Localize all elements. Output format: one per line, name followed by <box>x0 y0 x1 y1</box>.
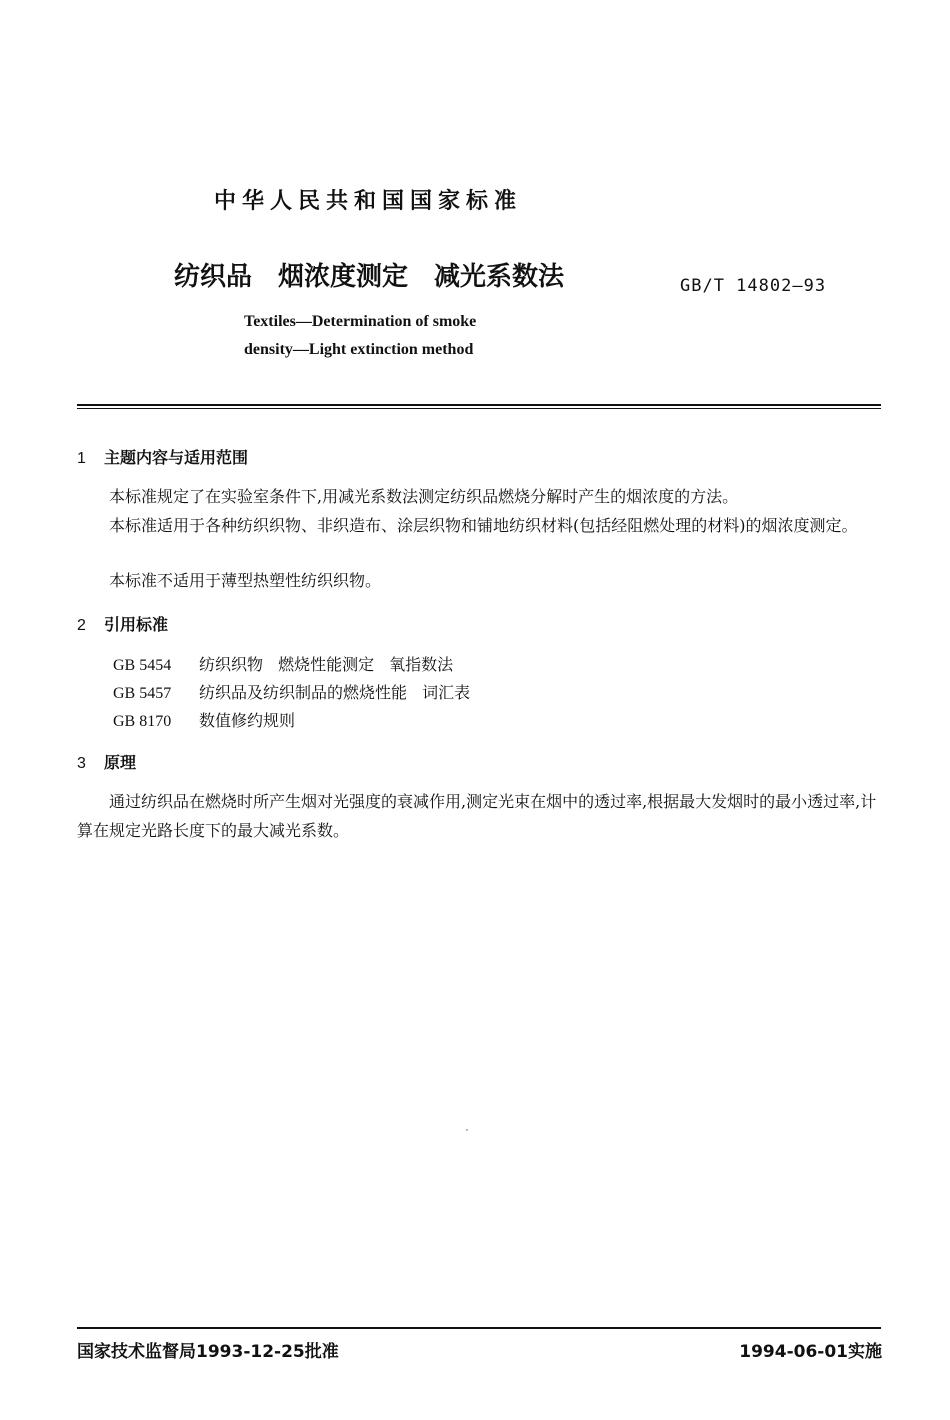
section-title: 原理 <box>104 753 137 772</box>
document-title <box>174 256 590 293</box>
reference-title: 数值修约规则 <box>199 711 296 730</box>
title-part-smoke-density: 烟浓度测定 <box>278 262 409 292</box>
header-divider-thick <box>77 404 881 406</box>
reference-row <box>113 680 470 703</box>
english-title-line-2: density—Light extinction method <box>244 341 474 358</box>
scan-speck <box>466 1129 468 1131</box>
section-title: 引用标准 <box>104 615 169 634</box>
implementation-date: 1994-06-01实施 <box>739 1342 882 1362</box>
reference-title: 纺织品及纺织制品的燃烧性能 词汇表 <box>199 683 471 702</box>
approval-info: 国家技术监督局1993-12-25批准 <box>77 1342 339 1362</box>
section-2-heading <box>77 612 168 635</box>
title-part-textiles: 纺织品 <box>174 262 253 292</box>
section-1-paragraph-1: 本标准规定了在实验室条件下,用减光系数法测定纺织品燃烧分解时产生的烟浓度的方法。 <box>109 487 739 506</box>
section-1-paragraph-3: 本标准不适用于薄型热塑性纺织织物。 <box>109 571 382 590</box>
section-1-paragraph-2: 本标准适用于各种纺织织物、非织造布、涂层织物和铺地纺织材料(包括经阻燃处理的材料)的烟浓度测定。 <box>109 516 858 535</box>
header-divider-thin <box>77 408 881 409</box>
footer-divider <box>77 1327 881 1329</box>
reference-title: 纺织织物 燃烧性能测定 氧指数法 <box>199 655 454 674</box>
reference-code: GB 5457 <box>113 685 172 702</box>
national-standard-heading: 中华人民共和国国家标准 <box>214 188 523 214</box>
section-number: 2 <box>77 617 86 634</box>
section-number: 1 <box>77 450 86 467</box>
reference-row <box>113 652 453 675</box>
section-number: 3 <box>77 755 86 772</box>
title-part-method: 减光系数法 <box>434 262 565 292</box>
reference-code: GB 8170 <box>113 713 172 730</box>
section-3-paragraph-1: 通过纺织品在燃烧时所产生烟对光强度的衰减作用,测定光束在烟中的透过率,根据最大发烟时的最小透过率,计算在规定光路长度下的最大减光系数。 <box>77 792 877 840</box>
section-1-heading <box>77 445 248 468</box>
reference-row <box>113 708 295 731</box>
english-title-line-1: Textiles—Determination of smoke <box>244 313 477 330</box>
reference-code: GB 5454 <box>113 657 172 674</box>
section-3-heading <box>77 750 136 773</box>
section-title: 主题内容与适用范围 <box>104 448 249 467</box>
standard-code: GB/T 14802—93 <box>680 276 827 296</box>
